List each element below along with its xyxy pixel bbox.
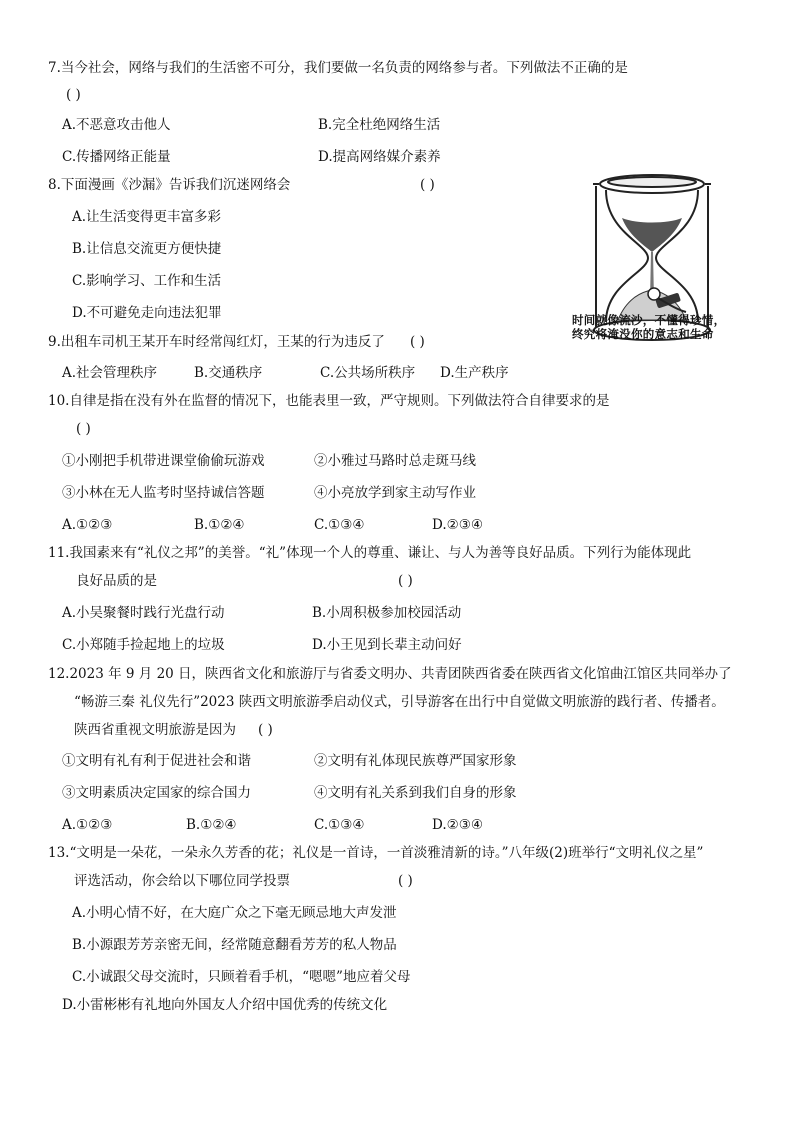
question-9-stem: 9.出租车司机王某开车时经常闯红灯，王某的行为违反了	[48, 334, 385, 350]
question-12-stem: 12.2023 年 9 月 20 日，陕西省文化和旅游厅与省委文明办、共青团陕西省委在陕西省文化馆曲江馆区共同举办了	[48, 666, 732, 682]
option-d: D.小雷彬彬有礼地向外国友人介绍中国优秀的传统文化	[62, 997, 388, 1013]
option-b: B.①②④	[186, 817, 237, 833]
option-d: D.不可避免走向违法犯罪	[72, 305, 222, 321]
option-c: C.影响学习、工作和生活	[72, 273, 222, 289]
option-c: C.①③④	[314, 517, 365, 533]
option-b: B.小源跟芳芳亲密无间，经常随意翻看芳芳的私人物品	[72, 937, 397, 953]
answer-paren: ( )	[258, 722, 273, 738]
question-8-stem: 8.下面漫画《沙漏》告诉我们沉迷网络会	[48, 177, 291, 193]
statement-4: ④文明有礼关系到我们自身的形象	[314, 785, 517, 801]
statement-2: ②文明有礼体现民族尊严国家形象	[314, 753, 517, 769]
option-b: B.小周积极参加校园活动	[312, 605, 462, 621]
option-d: D.②③④	[432, 817, 483, 833]
question-11-stem: 11.我国素来有“礼仪之邦”的美誉。“礼”体现一个人的尊重、谦让、与人为善等良好品质。下列行为能体现此	[48, 545, 692, 561]
question-10-stem: 10.自律是指在没有外在监督的情况下，也能表里一致，严守规则。下列做法符合自律要求的是	[48, 393, 610, 409]
option-a: A.社会管理秩序	[62, 365, 158, 381]
answer-paren: ( )	[398, 873, 413, 889]
statement-3: ③文明素质决定国家的综合国力	[62, 785, 251, 801]
question-11-stem-cont: 良好品质的是	[76, 573, 157, 589]
question-13-stem: 13.“文明是一朵花，一朵永久芳香的花；礼仪是一首诗，一首淡雅清新的诗。”八年级(2)班举行“文明礼仪之星”	[48, 845, 704, 861]
option-a: A.不恶意攻击他人	[62, 117, 171, 133]
option-c: C.公共场所秩序	[320, 365, 416, 381]
option-c: C.小郑随手捡起地上的垃圾	[62, 637, 225, 653]
option-b: B.①②④	[194, 517, 245, 533]
question-13-stem-cont: 评选活动，你会给以下哪位同学投票	[74, 873, 290, 889]
option-a: A.①②③	[62, 517, 113, 533]
option-d: D.小王见到长辈主动问好	[312, 637, 462, 653]
answer-paren: ( )	[398, 573, 413, 589]
cartoon-caption-line-1: 时间就像流沙，不懂得珍惜，	[572, 313, 726, 327]
answer-paren: ( )	[420, 177, 435, 193]
statement-4: ④小亮放学到家主动写作业	[314, 485, 476, 501]
answer-paren: ( )	[66, 87, 81, 103]
question-12-stem-cont: “畅游三秦 礼仪先行”2023 陕西文明旅游季启动仪式，引导游客在出行中自觉做文明旅游的践行者、传播者。	[74, 694, 725, 710]
statement-1: ①小刚把手机带进课堂偷偷玩游戏	[62, 453, 265, 469]
option-a: A.小吴聚餐时践行光盘行动	[62, 605, 225, 621]
option-a: A.小明心情不好，在大庭广众之下毫无顾忌地大声发泄	[72, 905, 397, 921]
statement-1: ①文明有礼有利于促进社会和谐	[62, 753, 251, 769]
statement-3: ③小林在无人监考时坚持诚信答题	[62, 485, 265, 501]
question-12-stem-end: 陕西省重视文明旅游是因为	[74, 722, 236, 738]
option-b: B.完全杜绝网络生活	[318, 117, 441, 133]
option-d: D.②③④	[432, 517, 483, 533]
option-d: D.生产秩序	[440, 365, 509, 381]
option-b: B.交通秩序	[194, 365, 263, 381]
option-c: C.①③④	[314, 817, 365, 833]
cartoon-caption-line-2: 终究将淹没你的意志和生命	[572, 327, 714, 341]
option-c: C.小诚跟父母交流时，只顾着看手机，“嗯嗯”地应着父母	[72, 969, 411, 985]
question-7-stem: 7.当今社会，网络与我们的生活密不可分，我们要做一名负责的网络参与者。下列做法不正确的是	[48, 60, 628, 76]
option-b: B.让信息交流更方便快捷	[72, 241, 222, 257]
statement-2: ②小雅过马路时总走斑马线	[314, 453, 476, 469]
option-a: A.①②③	[62, 817, 113, 833]
option-c: C.传播网络正能量	[62, 149, 171, 165]
option-d: D.提高网络媒介素养	[318, 149, 441, 165]
answer-paren: ( )	[76, 421, 91, 437]
option-a: A.让生活变得更丰富多彩	[72, 209, 222, 225]
answer-paren: ( )	[410, 334, 425, 350]
